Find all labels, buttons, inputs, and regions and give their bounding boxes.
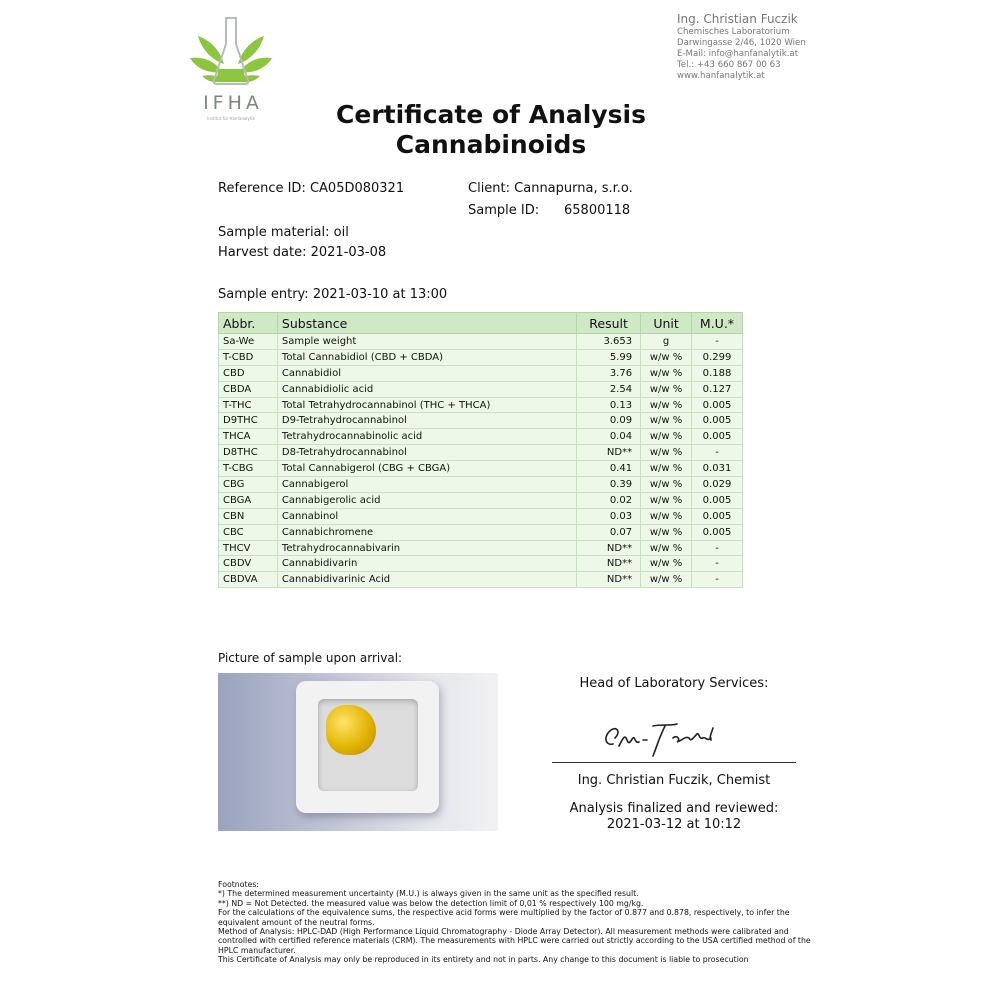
cell-mu: - <box>692 540 743 556</box>
cell-unit: w/w % <box>641 461 692 477</box>
table-row <box>219 349 743 365</box>
cell-result: 0.13 <box>577 397 641 413</box>
logo-subtitle: Institut für Hanfanalytik <box>207 116 255 121</box>
lab-line: Chemisches Laboratorium <box>677 27 790 37</box>
cell-substance: Total Cannabidiol (CBD + CBDA) <box>277 349 576 365</box>
table-row <box>219 445 743 461</box>
ifha-logo <box>188 14 274 126</box>
header-mu: M.U.* <box>692 313 743 334</box>
cell-unit: w/w % <box>641 365 692 381</box>
cell-substance: Total Tetrahydrocannabinol (THC + THCA) <box>277 397 576 413</box>
cell-unit: w/w % <box>641 477 692 493</box>
cell-mu: 0.005 <box>692 524 743 540</box>
cell-unit: w/w % <box>641 572 692 588</box>
sample-tray <box>296 681 439 813</box>
client-label: Client: <box>468 181 511 196</box>
cell-mu: 0.005 <box>692 429 743 445</box>
cell-substance: Tetrahydrocannabinolic acid <box>277 429 576 445</box>
cell-substance: Cannabichromene <box>277 524 576 540</box>
cell-mu: - <box>692 572 743 588</box>
table-row <box>219 556 743 572</box>
document-title <box>290 100 692 160</box>
cell-abbr: THCA <box>219 429 278 445</box>
finalized-label: Analysis finalized and reviewed: <box>569 801 779 816</box>
signatory-name: Ing. Christian Fuczik, Chemist <box>577 773 771 788</box>
cell-result: ND** <box>577 572 641 588</box>
harvest-date: Harvest date: 2021-03-08 <box>218 245 387 260</box>
sample-material: Sample material: oil <box>218 225 349 240</box>
cell-substance: Cannabidivarin <box>277 556 576 572</box>
table-row <box>219 413 743 429</box>
cell-substance: Cannabigerolic acid <box>277 492 576 508</box>
title-line-2: Cannabinoids <box>395 130 587 159</box>
client-value: Cannapurna, s.r.o. <box>514 181 633 196</box>
header-substance: Substance <box>277 313 576 334</box>
cell-unit: g <box>641 334 692 350</box>
table-header-row <box>219 313 743 334</box>
cell-mu: - <box>692 334 743 350</box>
lab-name: Ing. Christian Fuczik <box>677 12 798 26</box>
cell-result: ND** <box>577 445 641 461</box>
cell-abbr: D8THC <box>219 445 278 461</box>
header-result: Result <box>577 313 641 334</box>
cell-mu: 0.005 <box>692 492 743 508</box>
cell-mu: 0.127 <box>692 381 743 397</box>
footnote-heading: Footnotes: <box>218 880 260 889</box>
cell-mu: 0.029 <box>692 477 743 493</box>
cell-result: 0.04 <box>577 429 641 445</box>
cell-substance: Cannabinol <box>277 508 576 524</box>
footnote-nd: **) ND = Not Detected. the measured value was below the detection limit of 0,01 % respectively 100 mg/kg. <box>218 898 644 908</box>
table-row <box>219 381 743 397</box>
cell-substance: D8-Tetrahydrocannabinol <box>277 445 576 461</box>
cell-substance: Cannabidiol <box>277 365 576 381</box>
cell-result: 0.41 <box>577 461 641 477</box>
cell-result: 0.09 <box>577 413 641 429</box>
signature-line <box>552 762 796 763</box>
sample-id-label: Sample ID: <box>468 203 540 218</box>
cell-result: 0.07 <box>577 524 641 540</box>
table-row <box>219 540 743 556</box>
cell-mu: 0.188 <box>692 365 743 381</box>
cell-abbr: CBGA <box>219 492 278 508</box>
cell-substance: Cannabidivarinic Acid <box>277 572 576 588</box>
sample-photo <box>218 673 498 831</box>
table-row <box>219 397 743 413</box>
sample-id-value: 65800118 <box>564 203 631 218</box>
cell-substance: Tetrahydrocannabivarin <box>277 540 576 556</box>
cell-abbr: CBDA <box>219 381 278 397</box>
cell-unit: w/w % <box>641 381 692 397</box>
footnote-equivalence: For the calculations of the equivalence sums, the respective acid forms were multiplied by the factor of 0.877 and 0.878, respectively, to infer the equivalent amount of the neutral forms. <box>218 908 790 927</box>
results-table <box>218 312 743 588</box>
footnote-mu: *) The determined measurement uncertainty (M.U.) is always given in the same unit as the specified result. <box>218 889 639 899</box>
cell-abbr: CBC <box>219 524 278 540</box>
table-row <box>219 365 743 381</box>
logo-text: IFHA <box>203 92 263 114</box>
cell-result: 0.02 <box>577 492 641 508</box>
cell-abbr: D9THC <box>219 413 278 429</box>
cell-unit: w/w % <box>641 524 692 540</box>
lab-phone: Tel.: +43 660 867 00 63 <box>677 60 781 70</box>
cell-mu: 0.031 <box>692 461 743 477</box>
cell-abbr: CBD <box>219 365 278 381</box>
footnotes <box>218 880 818 965</box>
cell-abbr: CBG <box>219 477 278 493</box>
cell-abbr: CBDV <box>219 556 278 572</box>
table-row <box>219 508 743 524</box>
sample-entry: Sample entry: 2021-03-10 at 13:00 <box>218 287 448 302</box>
cell-substance: D9-Tetrahydrocannabinol <box>277 413 576 429</box>
cell-result: ND** <box>577 556 641 572</box>
cell-abbr: CBDVA <box>219 572 278 588</box>
head-of-lab-label: Head of Laboratory Services: <box>579 676 769 691</box>
cell-substance: Sample weight <box>277 334 576 350</box>
cell-mu: - <box>692 445 743 461</box>
cell-unit: w/w % <box>641 445 692 461</box>
cell-mu: 0.299 <box>692 349 743 365</box>
footnote-reproduction: This Certificate of Analysis may only be reproduced in its entirety and not in parts. Any change to this document is liable to prosecution <box>218 955 749 965</box>
cell-substance: Total Cannabigerol (CBG + CBGA) <box>277 461 576 477</box>
flask-leaf-icon <box>188 14 274 94</box>
cell-abbr: T-CBD <box>219 349 278 365</box>
signature-image <box>595 716 735 762</box>
footnote-method: Method of Analysis: HPLC-DAD (High Performance Liquid Chromatography - Diode Array Detector). All measurement methods were calibrated and controlled with certified reference materials (CRM). The measurements with HPLC were carried out strictly according to the USA certified method of the HPLC manufacturer. <box>218 927 811 955</box>
title-line-1: Certificate of Analysis <box>336 100 646 129</box>
cell-substance: Cannabidiolic acid <box>277 381 576 397</box>
cell-unit: w/w % <box>641 429 692 445</box>
cell-abbr: T-CBG <box>219 461 278 477</box>
finalized-date: 2021-03-12 at 10:12 <box>606 817 742 832</box>
reference-id: Reference ID: CA05D080321 <box>218 181 405 196</box>
cell-mu: 0.005 <box>692 397 743 413</box>
cell-unit: w/w % <box>641 492 692 508</box>
lab-email: E-Mail: info@hanfanalytik.at <box>677 49 799 59</box>
cell-result: 0.39 <box>577 477 641 493</box>
table-row <box>219 477 743 493</box>
oil-sample <box>326 705 376 755</box>
table-row <box>219 461 743 477</box>
table-row <box>219 429 743 445</box>
cell-mu: - <box>692 556 743 572</box>
table-row <box>219 492 743 508</box>
cell-abbr: CBN <box>219 508 278 524</box>
cell-abbr: T-THC <box>219 397 278 413</box>
header-unit: Unit <box>641 313 692 334</box>
picture-label: Picture of sample upon arrival: <box>218 651 403 665</box>
cell-abbr: THCV <box>219 540 278 556</box>
cell-mu: 0.005 <box>692 508 743 524</box>
cell-abbr: Sa-We <box>219 334 278 350</box>
cell-mu: 0.005 <box>692 413 743 429</box>
client-row <box>468 180 633 198</box>
lab-address: Darwingasse 2/46, 1020 Wien <box>677 38 806 48</box>
cell-unit: w/w % <box>641 397 692 413</box>
cell-unit: w/w % <box>641 508 692 524</box>
table-row <box>219 572 743 588</box>
cell-unit: w/w % <box>641 413 692 429</box>
cell-unit: w/w % <box>641 349 692 365</box>
table-row <box>219 524 743 540</box>
cell-result: 0.03 <box>577 508 641 524</box>
lab-website: www.hanfanalytik.at <box>677 71 765 81</box>
table-row <box>219 334 743 350</box>
cell-substance: Cannabigerol <box>277 477 576 493</box>
cell-result: 3.653 <box>577 334 641 350</box>
header-abbr: Abbr. <box>219 313 278 334</box>
cell-result: ND** <box>577 540 641 556</box>
cell-result: 2.54 <box>577 381 641 397</box>
cell-result: 3.76 <box>577 365 641 381</box>
cell-unit: w/w % <box>641 540 692 556</box>
cell-result: 5.99 <box>577 349 641 365</box>
lab-address-block <box>677 12 887 82</box>
cell-unit: w/w % <box>641 556 692 572</box>
